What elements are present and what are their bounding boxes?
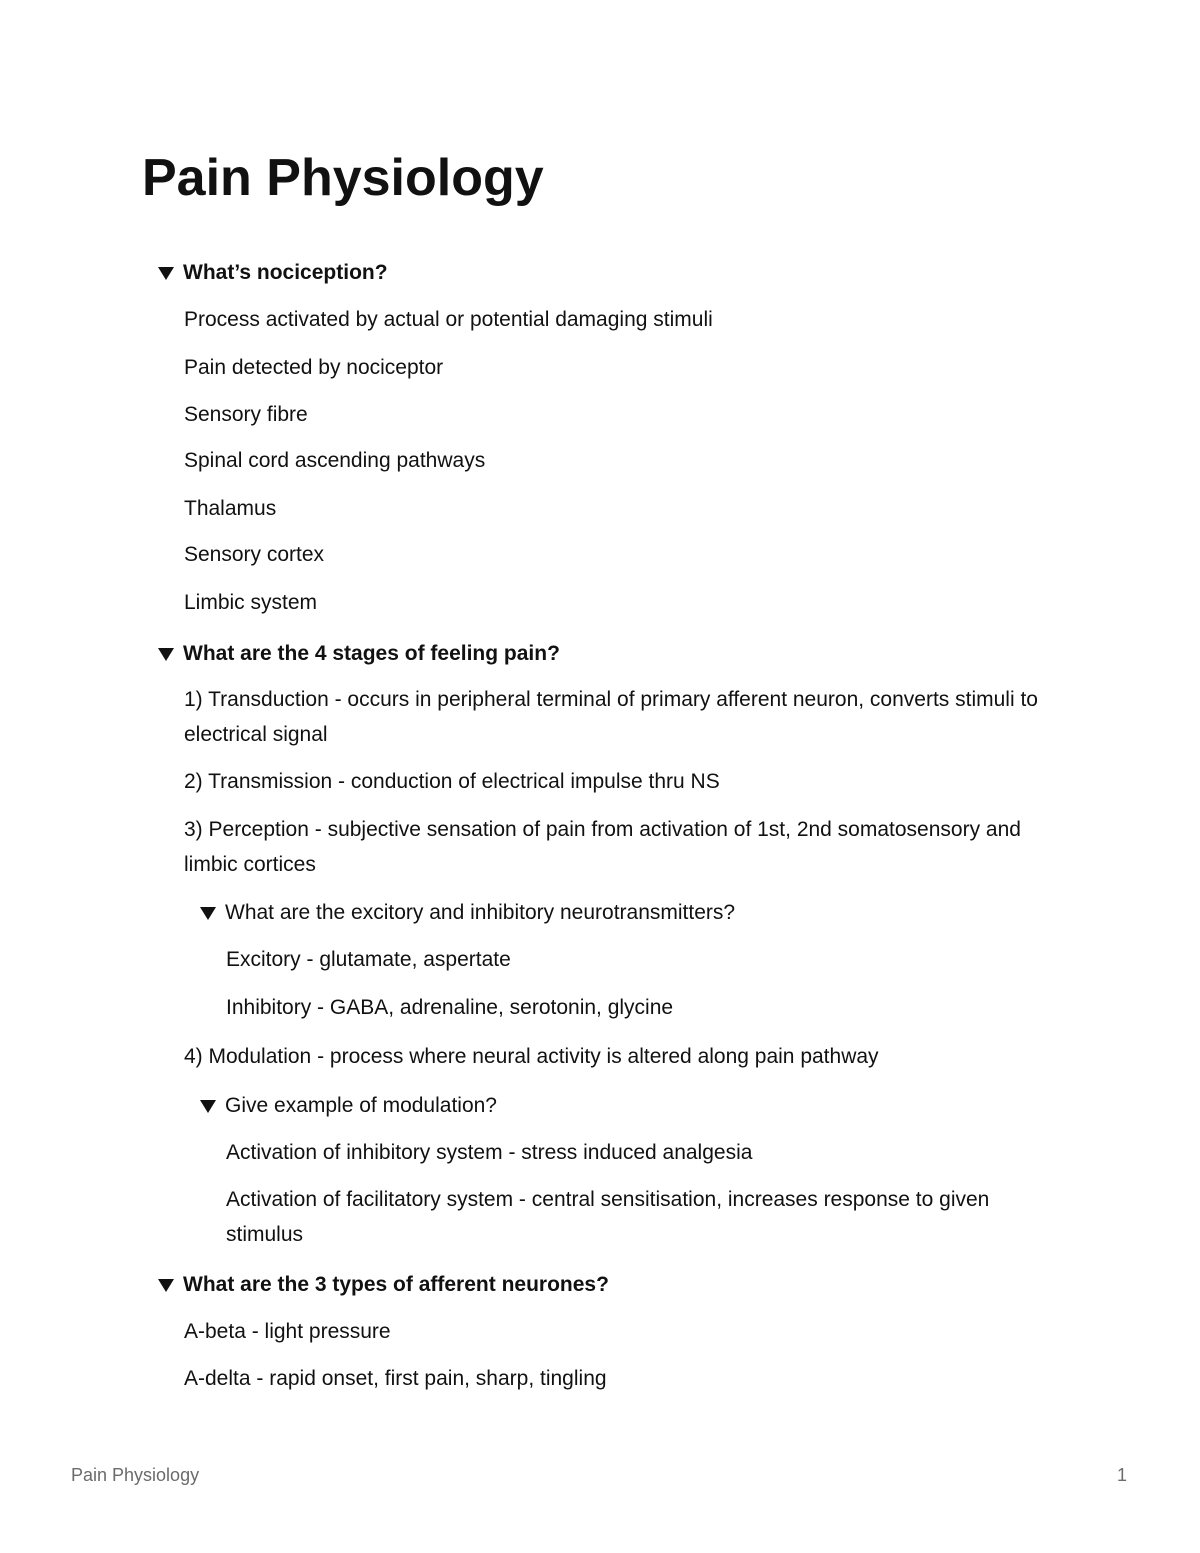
page-title: Pain Physiology xyxy=(142,149,544,207)
list-item: Excitory - glutamate, aspertate xyxy=(226,948,511,971)
toggle-neurotransmitters[interactable] xyxy=(200,899,735,927)
list-item: 1) Transduction - occurs in peripheral terminal of primary afferent neuron, converts stimuli to electrical signal xyxy=(184,688,1038,746)
list-item: 2) Transmission - conduction of electrical impulse thru NS xyxy=(184,770,720,793)
toggle-nociception[interactable] xyxy=(158,259,388,287)
list-item: 4) Modulation - process where neural activity is altered along pain pathway xyxy=(184,1045,879,1068)
list-item: Sensory cortex xyxy=(184,543,325,566)
list-item: Sensory fibre xyxy=(184,403,308,426)
toggle-heading-label: Give example of modulation? xyxy=(225,1094,497,1117)
page-number: 1 xyxy=(1117,1465,1128,1485)
list-item: Thalamus xyxy=(184,497,277,520)
toggle-stages[interactable] xyxy=(158,640,560,668)
toggle-triangle-icon[interactable] xyxy=(200,907,216,920)
toggle-triangle-icon[interactable] xyxy=(158,648,174,661)
toggle-triangle-icon[interactable] xyxy=(158,1279,174,1292)
toggle-heading-label: What are the excitory and inhibitory neurotransmitters? xyxy=(225,901,736,924)
toggle-heading-label: What’s nociception? xyxy=(183,261,388,284)
list-item: Pain detected by nociceptor xyxy=(184,356,444,379)
list-item: A-beta - light pressure xyxy=(184,1320,391,1343)
list-item: A-delta - rapid onset, first pain, sharp, tingling xyxy=(184,1367,607,1390)
toggle-heading-label: What are the 3 types of afferent neurones? xyxy=(183,1273,609,1296)
toggle-heading-label: What are the 4 stages of feeling pain? xyxy=(183,642,560,665)
list-item: Activation of inhibitory system - stress induced analgesia xyxy=(226,1141,753,1164)
list-item: Activation of facilitatory system - central sensitisation, increases response to given stimulus xyxy=(226,1188,990,1246)
toggle-modulation-example[interactable] xyxy=(200,1092,497,1120)
list-item: Limbic system xyxy=(184,591,318,614)
list-item: Process activated by actual or potential damaging stimuli xyxy=(184,308,713,331)
list-item: Inhibitory - GABA, adrenaline, serotonin, glycine xyxy=(226,996,674,1019)
toggle-triangle-icon[interactable] xyxy=(158,267,174,280)
list-item: Spinal cord ascending pathways xyxy=(184,449,486,472)
toggle-triangle-icon[interactable] xyxy=(200,1100,216,1113)
toggle-afferent[interactable] xyxy=(158,1271,609,1299)
footer-title: Pain Physiology xyxy=(71,1465,200,1485)
list-item: 3) Perception - subjective sensation of pain from activation of 1st, 2nd somatosensory and limbic cortices xyxy=(184,818,1021,876)
